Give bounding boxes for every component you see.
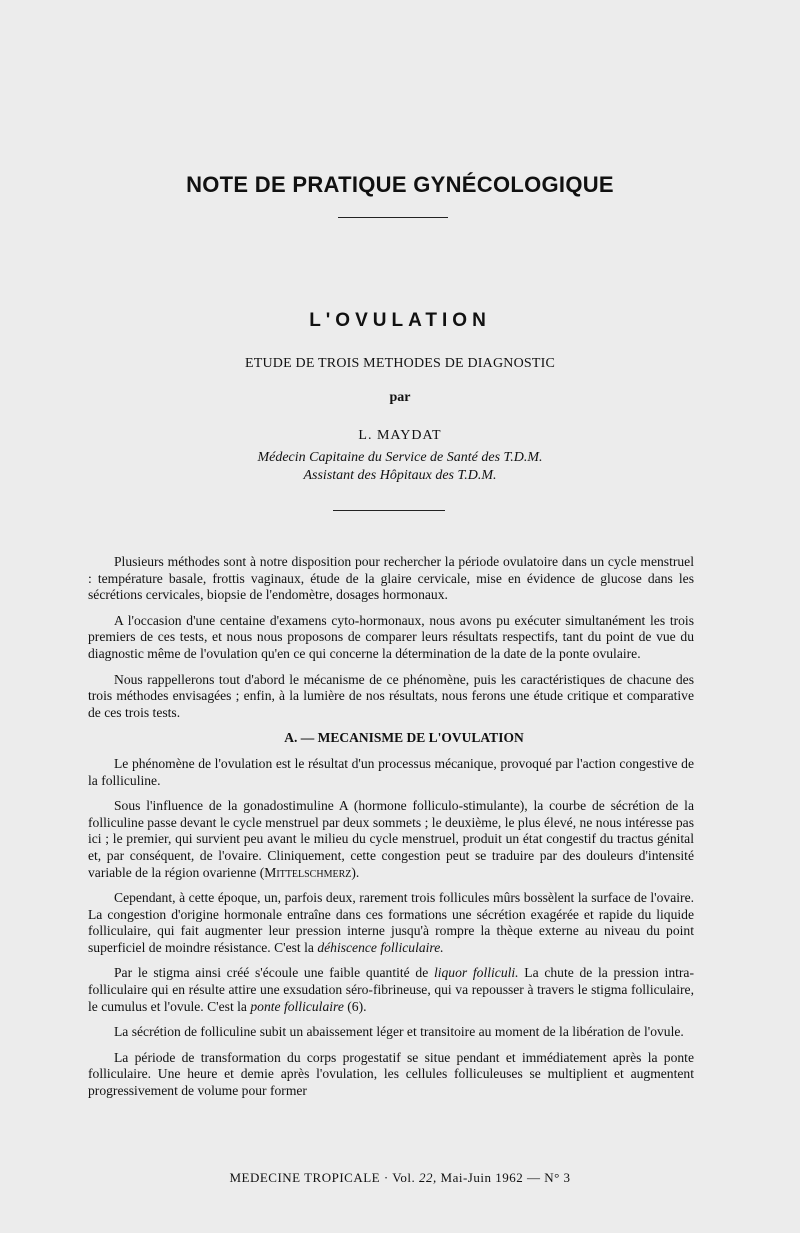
paragraph-text: Sous l'influence de la gonadostimuline A (hormone folliculo-stimulante), la courbe de sécrétion de la folliculine passe devant le cycle menstruel par deux sommets ; le deuxième, le plus élevé, ne nous intéresse pas ici ; le premier, qui survient peu avant le milieu du cycle menstruel, produit un état congestif du tractus génital et, par conséquent, de l'ovaire. Cliniquement, cette congestion peut se traduire par des douleurs d'intensité variable de la région ovarienne (: [88, 798, 694, 880]
paragraph-text: Cependant, à cette époque, un, parfois deux, rarement trois follicules mûrs bossèlent la surface de l'ovaire. La congestion d'origine hormonale entraîne dans ces formations une sécrétion exagérée et rapide du liquide folliculaire, qui fait augmenter leur pression interne jusqu'à rompre la thèque externe au niveau du point superficiel de moindre résistance. C'est la: [88, 890, 694, 955]
intro-paragraph: A l'occasion d'une centaine d'examens cyto-hormonaux, nous avons pu exécuter simultanément les trois premiers de ces tests, et nous nous proposons de comparer leurs résultats respectifs, tant du point de vue du diagnostic même de l'ovulation qu'en ce qui concerne la détermination de la date de la ponte ovulaire.: [88, 612, 694, 661]
byline-par: par: [389, 390, 411, 405]
title-divider: [338, 217, 448, 218]
article-body: [88, 554, 694, 1109]
footer-journal: MEDECINE TROPICALE · Vol.: [229, 1170, 416, 1185]
body-paragraph: [88, 965, 694, 1015]
italic-term: ponte folliculaire: [250, 998, 344, 1014]
journal-section-title: NOTE DE PRATIQUE GYNÉCOLOGIQUE: [186, 172, 614, 197]
paragraph-text: (6).: [343, 998, 367, 1014]
intro-paragraph: Nous rappellerons tout d'abord le mécanisme de ce phénomène, puis les caractéristiques de chacune des trois méthodes envisagées ; enfin, à la lumière de nos résultats, nous ferons une étude critique et comparative de ces trois tests.: [88, 671, 694, 720]
author-affiliation-2: Assistant des Hôpitaux des T.D.M.: [303, 468, 497, 483]
italic-term: liquor folliculi.: [433, 965, 519, 981]
intro-paragraph: Plusieurs méthodes sont à notre disposition pour rechercher la période ovulatoire dans un cycle menstruel : température basale, frottis vaginaux, étude de la glaire cervicale, mise en évidence de glucose dans les sécrétions cervicales, biopsie de l'endomètre, dosages hormonaux.: [88, 554, 694, 603]
body-paragraph: Le phénomène de l'ovulation est le résultat d'un processus mécanique, provoqué par l'action congestive de la folliculine.: [88, 755, 694, 788]
paragraph-text: ).: [351, 864, 360, 880]
body-paragraph: La période de transformation du corps progestatif se situe pendant et immédiatement après la ponte folliculaire. Une heure et demie après l'ovulation, les cellules folliculeuses se multiplient et augmentent progressivement de volume pour former: [88, 1049, 694, 1099]
page-footer: [0, 1170, 800, 1186]
article-title: L'OVULATION: [309, 310, 491, 331]
body-paragraph: [88, 890, 694, 956]
body-paragraph: [88, 798, 694, 881]
paragraph-text: La chute de la pression intra-folliculaire qui en résulte attire une exsudation séro-fibrineuse, qui va repousser à travers le stigma folliculaire, le cumulus et l'ovule. C'est la: [88, 965, 694, 1014]
author-name: L. MAYDAT: [358, 428, 442, 443]
section-heading: A. — MECANISME DE L'OVULATION: [284, 730, 524, 746]
author-affiliation-1: Médecin Capitaine du Service de Santé des T.D.M.: [257, 450, 543, 465]
article-subtitle: ETUDE DE TROIS METHODES DE DIAGNOSTIC: [244, 356, 556, 371]
paragraph-text: Par le stigma ainsi créé s'écoule une faible quantité de: [114, 965, 434, 981]
footer-volume: 22,: [419, 1170, 437, 1185]
smallcaps-term: Mittelschmerz: [264, 864, 352, 880]
body-paragraph: La sécrétion de folliculine subit un abaissement léger et transitoire au moment de la libération de l'ovule.: [114, 1024, 684, 1040]
footer-date: Mai-Juin 1962 — N° 3: [440, 1170, 571, 1185]
header-divider: [333, 510, 445, 511]
italic-term: déhiscence folliculaire.: [317, 939, 444, 955]
